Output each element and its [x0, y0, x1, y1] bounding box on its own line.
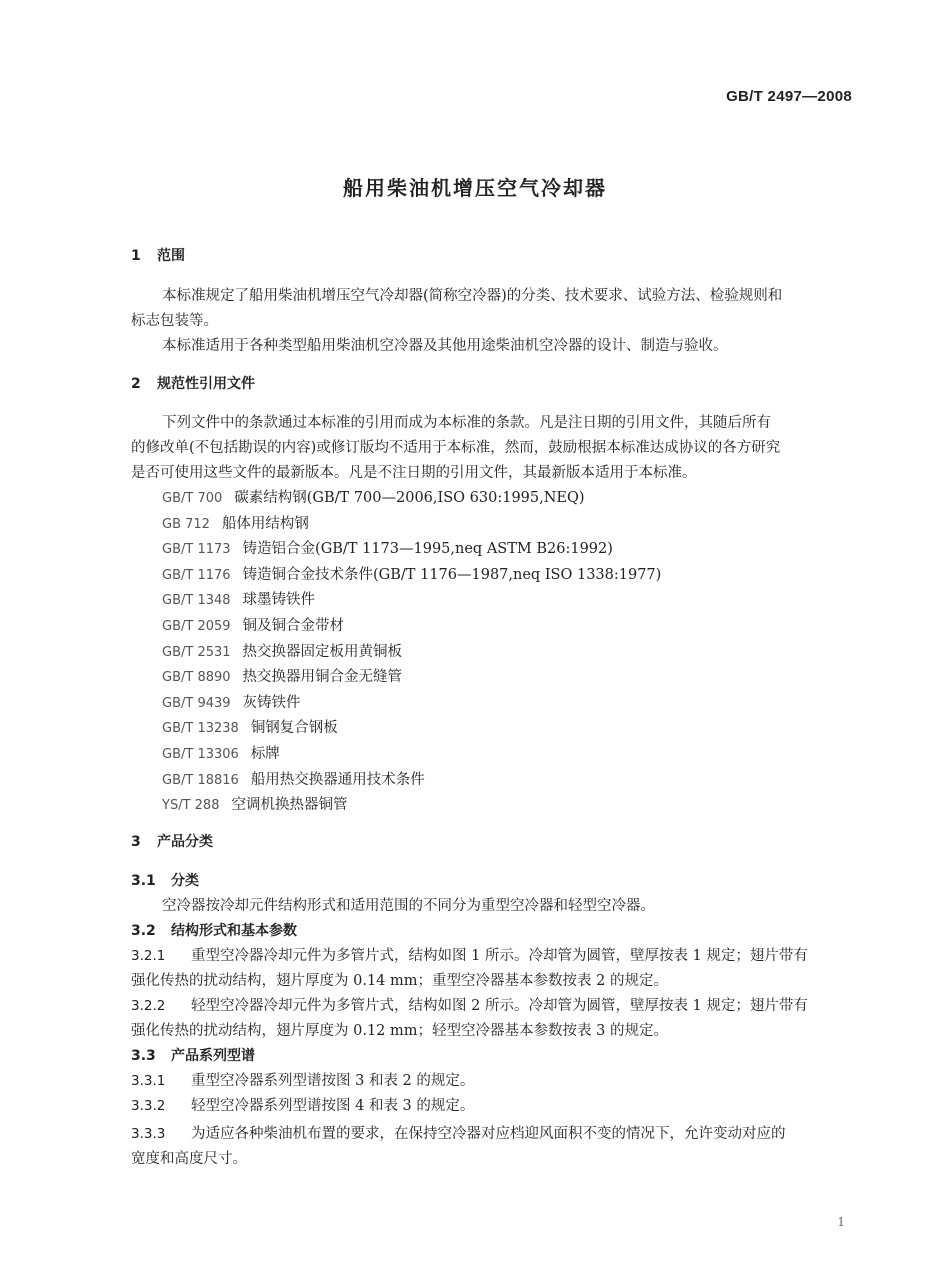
clause-3-2-2-line-1: 3.2.2 轻型空冷器冷却元件为多管片式，结构如图 2 所示。冷却管为圆管，壁厚按表 1 规定；翅片带有: [131, 998, 808, 1014]
reference-title: 灰铸铁件: [242, 694, 301, 711]
reference-code: GB/T 2059: [162, 619, 231, 634]
reference-item: [162, 590, 315, 611]
reference-title: 船用热交换器通用技术条件: [250, 771, 425, 788]
reference-item: [162, 744, 280, 765]
clause-3-3-3-line-2: 宽度和高度尺寸。: [131, 1151, 247, 1167]
page-number: 1: [837, 1215, 845, 1229]
reference-code: GB/T 700: [162, 491, 223, 506]
reference-code: GB/T 1348: [162, 593, 231, 609]
reference-title: 铸造铝合金(GB/T 1173—1995,neq ASTM B26:1992): [242, 541, 613, 558]
reference-title: 铸造铜合金技术条件(GB/T 1176—1987,neq ISO 1338:1977): [242, 566, 662, 583]
section-2-para-line-3: 是否可使用这些文件的最新版本。凡是不注日期的引用文件，其最新版本适用于本标准。: [131, 465, 697, 481]
reference-code: GB/T 2531: [162, 644, 231, 660]
section-3-3-heading: 3.3 产品系列型谱: [131, 1048, 255, 1064]
reference-code: GB/T 13238: [162, 721, 239, 737]
clause-3-2-1-line-2: 强化传热的扰动结构，翅片厚度为 0.14 mm；重型空冷器基本参数按表 2 的规定。: [131, 973, 668, 989]
reference-title: 热交换器固定板用黄铜板: [242, 643, 403, 660]
reference-title: 碳素结构钢(GB/T 700—2006,ISO 630:1995,NEQ): [234, 490, 585, 506]
section-1-para-1-line-2: 标志包装等。: [131, 313, 218, 329]
reference-code: GB 712: [162, 516, 210, 532]
reference-title: 船体用结构钢: [221, 515, 309, 532]
reference-item: [162, 488, 585, 509]
reference-code: GB/T 18816: [162, 772, 239, 788]
reference-code: GB/T 9439: [162, 695, 231, 711]
reference-code: GB/T 1173: [162, 542, 231, 558]
reference-code: YS/T 288: [162, 798, 220, 814]
reference-code: GB/T 1176: [162, 567, 231, 583]
section-1-para-1-line-1: 本标准规定了船用柴油机增压空气冷却器(简称空冷器)的分类、技术要求、试验方法、检验规则和: [162, 288, 783, 304]
reference-item: [162, 693, 301, 714]
reference-code: GB/T 13306: [162, 747, 239, 762]
reference-item: [162, 514, 309, 535]
reference-item: [162, 539, 613, 560]
section-3-heading: 3 产品分类: [131, 834, 213, 850]
reference-title: 铜钢复合钢板: [250, 720, 338, 737]
reference-item: [162, 642, 402, 663]
section-1-heading: 1 范围: [131, 248, 185, 264]
section-2-heading: 2 规范性引用文件: [131, 376, 255, 392]
reference-title: 球墨铸铁件: [242, 592, 316, 609]
reference-title: 热交换器用铜合金无缝管: [242, 669, 403, 686]
reference-title: 标牌: [250, 746, 280, 762]
reference-item: [162, 616, 344, 637]
page-title: 船用柴油机增压空气冷却器: [343, 176, 607, 200]
section-3-1-para: 空冷器按冷却元件结构形式和适用范围的不同分为重型空冷器和轻型空冷器。: [162, 898, 655, 914]
section-1-para-2: 本标准适用于各种类型船用柴油机空冷器及其他用途柴油机空冷器的设计、制造与验收。: [162, 338, 728, 354]
reference-item: [162, 770, 425, 791]
clause-3-2-1-line-1: 3.2.1 重型空冷器冷却元件为多管片式，结构如图 1 所示。冷却管为圆管，壁厚按表 1 规定；翅片带有: [131, 948, 808, 964]
reference-item: [162, 667, 402, 688]
section-3-1-heading: 3.1 分类: [131, 873, 199, 889]
reference-code: GB/T 8890: [162, 670, 231, 686]
section-2-para-line-1: 下列文件中的条款通过本标准的引用而成为本标准的条款。凡是注日期的引用文件，其随后所有: [162, 415, 771, 431]
section-3-2-heading: 3.2 结构形式和基本参数: [131, 923, 297, 939]
clause-3-3-3-line-1: 3.3.3 为适应各种柴油机布置的要求，在保持空冷器对应档迎风面积不变的情况下，允许变动对应的: [131, 1126, 786, 1142]
clause-3-3-1: 3.3.1 重型空冷器系列型谱按图 3 和表 2 的规定。: [131, 1073, 475, 1089]
reference-title: 铜及铜合金带材: [242, 618, 345, 634]
reference-title: 空调机换热器铜管: [231, 797, 348, 814]
standard-code: GB/T 2497—2008: [726, 88, 852, 105]
clause-3-2-2-line-2: 强化传热的扰动结构，翅片厚度为 0.12 mm；轻型空冷器基本参数按表 3 的规定。: [131, 1023, 668, 1039]
clause-3-3-2: 3.3.2 轻型空冷器系列型谱按图 4 和表 3 的规定。: [131, 1098, 475, 1114]
reference-item: [162, 565, 661, 586]
reference-item: [162, 795, 347, 816]
section-2-para-line-2: 的修改单(不包括勘误的内容)或修订版均不适用于本标准，然而，鼓励根据本标准达成协议的各方研究: [131, 440, 781, 456]
reference-item: [162, 718, 338, 739]
